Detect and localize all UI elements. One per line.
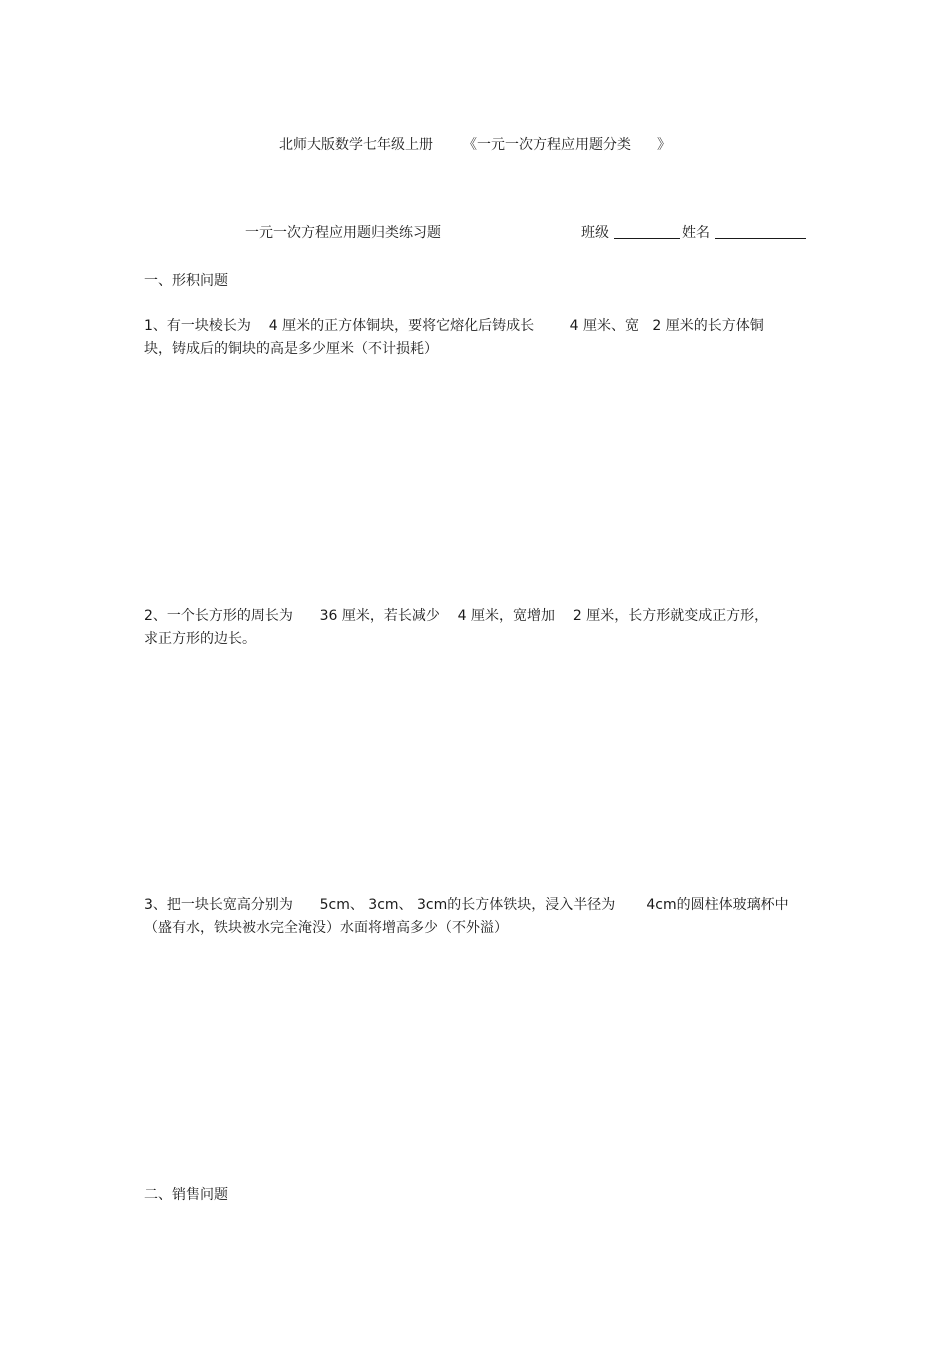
worksheet-title: 一元一次方程应用题归类练习题 bbox=[245, 225, 441, 241]
question-3 bbox=[144, 894, 804, 940]
question-1-line-1: 1、有一块棱长为 4 厘米的正方体铜块，要将它熔化后铸成长 4 厘米、宽 2 厘米的长方体铜 bbox=[144, 318, 764, 334]
question-1 bbox=[144, 315, 804, 361]
document-title-left: 北师大版数学七年级上册 bbox=[279, 137, 433, 153]
document-title-right: 《一元一次方程应用题分类 bbox=[463, 137, 631, 153]
question-1-line-2: 块，铸成后的铜块的高是多少厘米（不计损耗） bbox=[144, 341, 438, 357]
question-2-line-1: 2、一个长方形的周长为 36 厘米，若长减少 4 厘米，宽增加 2 厘米，长方形就变成正方形， bbox=[144, 608, 769, 624]
document-title bbox=[0, 134, 950, 154]
question-2-line-2: 求正方形的边长。 bbox=[144, 631, 256, 647]
question-3-line-1: 3、把一块长宽高分别为 5cm、 3cm、 3cm的长方体铁块，浸入半径为 4cm的圆柱体玻璃杯中 bbox=[144, 897, 789, 913]
name-label: 姓名 bbox=[682, 225, 710, 241]
section-heading-shape-volume: 一、形积问题 bbox=[144, 273, 228, 289]
section-heading-sales: 二、销售问题 bbox=[144, 1187, 228, 1203]
question-2 bbox=[144, 605, 804, 651]
name-blank-line[interactable] bbox=[715, 224, 806, 239]
class-blank-line[interactable] bbox=[614, 224, 680, 239]
class-label: 班级 bbox=[581, 225, 609, 241]
document-title-end: 》 bbox=[657, 137, 671, 153]
question-3-line-2: （盛有水，铁块被水完全淹没）水面将增高多少（不外溢） bbox=[144, 920, 508, 936]
worksheet-header bbox=[0, 222, 950, 242]
